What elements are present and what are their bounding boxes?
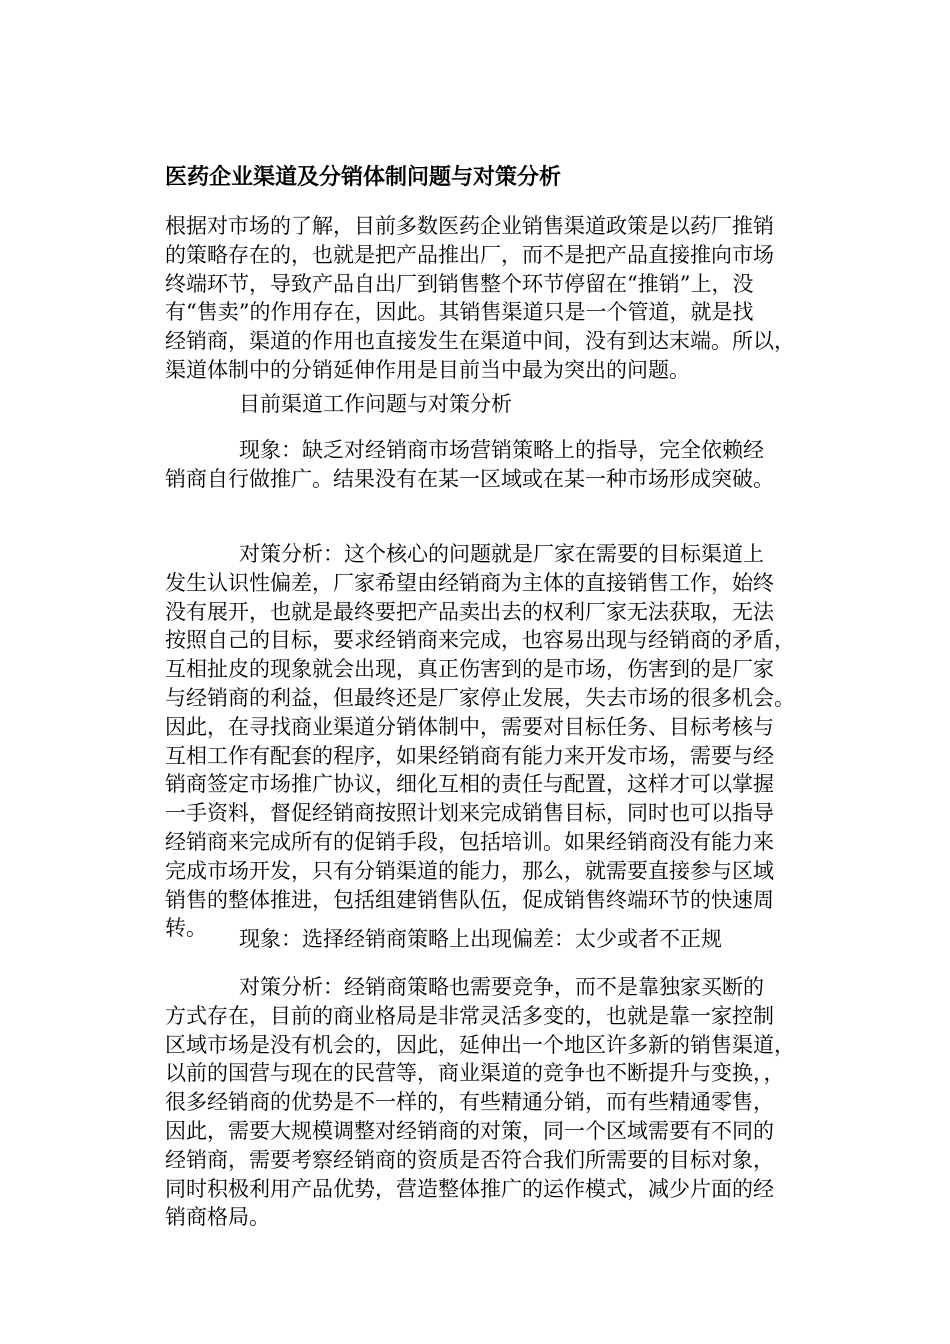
text-line: 按照自己的目标，要求经销商来完成，也容易出现与经销商的矛盾， [165, 628, 795, 653]
text-line: 销售的整体推进，包括组建销售队伍，促成销售终端环节的快速周 [165, 887, 774, 912]
text-line: 销商格局。 [165, 1205, 270, 1230]
text-line: 渠道体制中的分销延伸作用是目前当中最为突出的问题。 [165, 357, 690, 382]
text-line: 的策略存在的，也就是把产品推出厂，而不是把产品直接推向市场 [165, 242, 774, 267]
text-line: 互相扯皮的现象就会出现，真正伤害到的是市场，伤害到的是厂家 [165, 657, 774, 682]
section-heading-paragraph [165, 390, 805, 419]
text-line: 以前的国营与现在的民营等，商业渠道的竞争也不断提升与变换，， [165, 1061, 785, 1086]
analysis-paragraph-2 [165, 973, 805, 1232]
text-line: 没有展开，也就是最终要把产品卖出去的权利厂家无法获取，无法 [165, 599, 774, 624]
analysis-paragraph-1 [165, 540, 805, 943]
text-line: 发生认识性偏差，厂家希望由经销商为主体的直接销售工作，始终 [165, 570, 774, 595]
phenomenon-paragraph-2 [165, 925, 805, 954]
text-line: 与经销商的利益，但最终还是厂家停止发展，失去市场的很多机会。 [165, 685, 795, 710]
text-line: 区域市场是没有机会的，因此，延伸出一个地区许多新的销售渠道， [165, 1032, 795, 1057]
text-line: 很多经销商的优势是不一样的，有些精通分销，而有些精通零售， [165, 1090, 774, 1115]
text-line: 经销商，渠道的作用也直接发生在渠道中间，没有到达末端。所以， [165, 329, 795, 354]
text-line: 经销商来完成所有的促销手段，包括培训。如果经销商没有能力来 [165, 829, 774, 854]
document-title: 医药企业渠道及分销体制问题与对策分析 [165, 164, 562, 190]
text-line: 销商签定市场推广协议，细化互相的责任与配置，这样才可以掌握 [165, 772, 774, 797]
text-line: 同时积极利用产品优势，营造整体推广的运作模式，减少片面的经 [165, 1176, 774, 1201]
text-line: 有“售卖”的作用存在，因此。其销售渠道只是一个管道，就是找 [165, 300, 754, 325]
text-line: 终端环节，导致产品自出厂到销售整个环节停留在“推销”上，没 [165, 271, 754, 296]
text-line: 完成市场开发，只有分销渠道的能力，那么，就需要直接参与区域 [165, 858, 774, 883]
text-line: 销商自行做推广。结果没有在某一区域或在某一种市场形成突破。 [165, 466, 774, 491]
text-line: 对策分析：经销商策略也需要竞争，而不是靠独家买断的 [239, 975, 764, 999]
section-heading: 目前渠道工作问题与对策分析 [239, 392, 512, 416]
text-line: 方式存在，目前的商业格局是非常灵活多变的，也就是靠一家控制 [165, 1003, 774, 1028]
text-line: 根据对市场的了解，目前多数医药企业销售渠道政策是以药厂推销 [165, 214, 774, 238]
text-line: 现象：缺乏对经销商市场营销策略上的指导，完全依赖经 [239, 438, 764, 462]
text-line: 因此，需要大规模调整对经销商的对策，同一个区域需要有不同的 [165, 1118, 774, 1143]
text-line: 互相工作有配套的程序，如果经销商有能力来开发市场，需要与经 [165, 743, 774, 768]
text-line: 对策分析：这个核心的问题就是厂家在需要的目标渠道上 [239, 542, 764, 566]
text-line: 一手资料，督促经销商按照计划来完成销售目标，同时也可以指导 [165, 801, 774, 826]
text-line: 转。 [165, 916, 207, 941]
intro-paragraph [165, 212, 805, 385]
text-line: 现象：选择经销商策略上出现偏差：太少或者不正规 [239, 927, 722, 951]
text-line: 经销商，需要考察经销商的资质是否符合我们所需要的目标对象， [165, 1147, 774, 1172]
phenomenon-paragraph-1 [165, 436, 805, 494]
text-line: 因此，在寻找商业渠道分销体制中，需要对目标任务、目标考核与 [165, 714, 774, 739]
